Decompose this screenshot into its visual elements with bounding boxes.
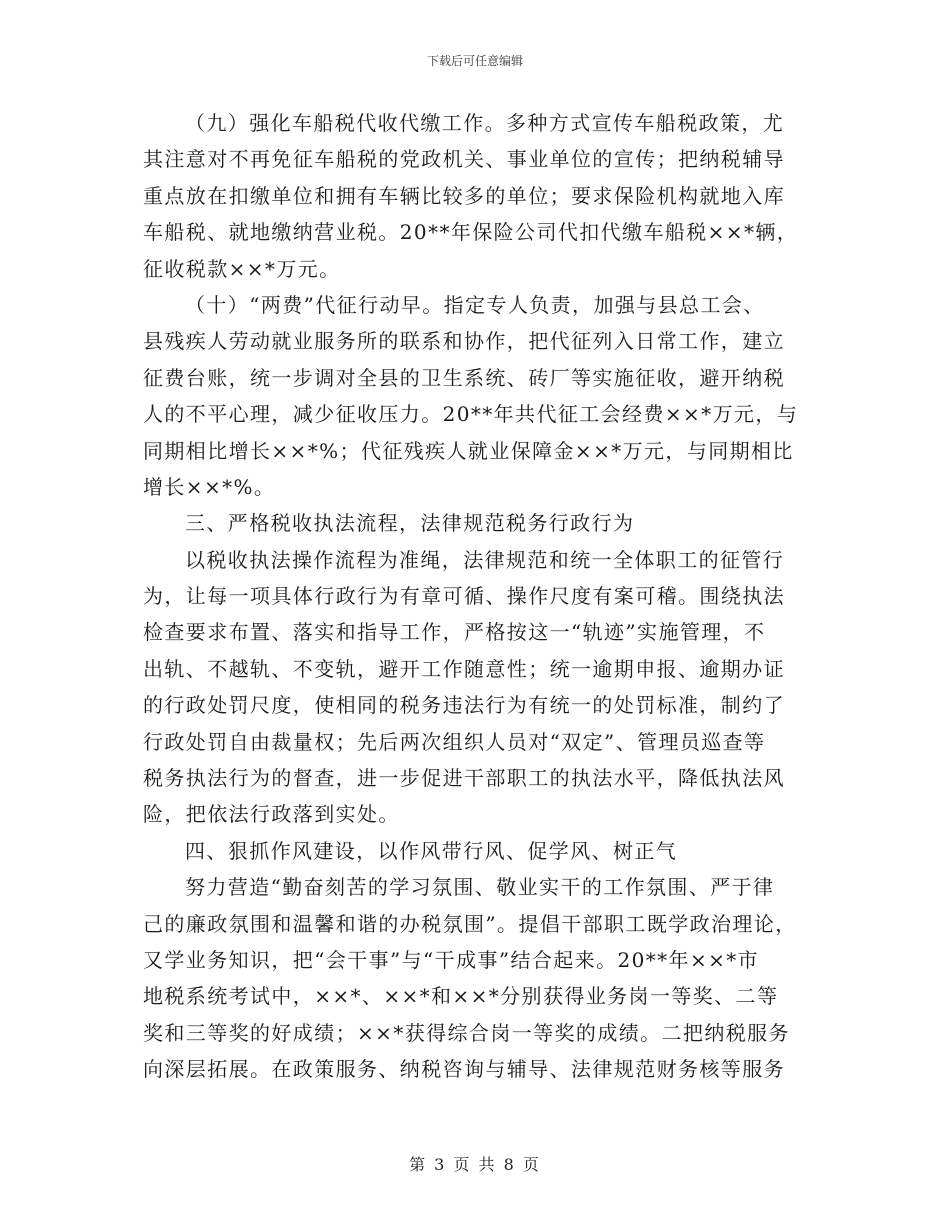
page-footer: 第 3 页 共 8 页 bbox=[409, 1155, 541, 1174]
text-line: 增长××*%。 bbox=[143, 474, 276, 499]
text-line: 三、严格税收执法流程，法律规范税务行政行为 bbox=[185, 511, 635, 536]
text-line: （九）强化车船税代收代缴工作。多种方式宣传车船税政策，尤 bbox=[185, 111, 785, 135]
text-line: 努力营造“勤奋刻苦的学习氛围、敬业实干的工作氛围、严于律 bbox=[185, 875, 775, 900]
text-line: 又学业务知识，把“会干事”与“干成事”结合起来。20**年××*市 bbox=[143, 947, 760, 972]
text-line: 征费台账，统一步调对全县的卫生系统、砖厂等实施征收，避开纳税 bbox=[143, 365, 785, 390]
text-line: 征收税款××*万元。 bbox=[143, 256, 341, 281]
text-line: 为，让每一项具体行政行为有章可循、操作尺度有案可稽。围绕执法 bbox=[143, 584, 785, 609]
text-line: 四、狠抓作风建设，以作风带行风、促学风、树正气 bbox=[185, 838, 678, 863]
text-line: 己的廉政氛围和温馨和谐的办税氛围”。提倡干部职工既学政治理论， bbox=[143, 911, 797, 936]
text-line: 的行政处罚尺度，使相同的税务违法行为有统一的处罚标准，制约了 bbox=[143, 693, 785, 718]
text-line: 重点放在扣缴单位和拥有车辆比较多的单位；要求保险机构就地入库 bbox=[143, 183, 785, 208]
text-line: 税务执法行为的督查，进一步促进干部职工的执法水平，降低执法风 bbox=[143, 766, 785, 791]
text-line: 检查要求布置、落实和指导工作，严格按这一“轨迹”实施管理，不 bbox=[143, 620, 766, 645]
text-line: 其注意对不再免征车船税的党政机关、事业单位的宣传；把纳税辅导 bbox=[143, 147, 785, 172]
page-header: 下载后可任意编辑 bbox=[426, 54, 523, 68]
text-line: 行政处罚自由裁量权；先后两次组织人员对“双定”、管理员巡查等 bbox=[143, 729, 766, 754]
text-line: 人的不平心理，减少征收压力。20**年共代征工会经费××*万元，与 bbox=[143, 402, 799, 427]
text-line: 车船税、就地缴纳营业税。20**年保险公司代扣代缴车船税××*辆， bbox=[143, 220, 799, 245]
text-line: 以税收执法操作流程为准绳，法律规范和统一全体职工的征管行 bbox=[185, 547, 785, 572]
text-line: 险，把依法行政落到实处。 bbox=[143, 802, 400, 827]
text-line: （十）“两费”代征行动早。指定专人负责，加强与县总工会、 bbox=[185, 292, 765, 317]
text-line: 同期相比增长××*%；代征残疾人就业保障金××*万元，与同期相比 bbox=[143, 438, 794, 463]
text-line: 出轨、不越轨、不变轨，避开工作随意性；统一逾期申报、逾期办证 bbox=[143, 656, 785, 681]
text-line: 县残疾人劳动就业服务所的联系和协作，把代征列入日常工作，建立 bbox=[143, 329, 785, 354]
text-line: 地税系统考试中，××*、××*和××*分别获得业务岗一等奖、二等 bbox=[143, 984, 779, 1009]
text-line: 奖和三等奖的好成绩；××*获得综合岗一等奖的成绩。二把纳税服务 bbox=[143, 1020, 790, 1045]
text-line: 向深层拓展。在政策服务、纳税咨询与辅导、法律规范财务核等服务 bbox=[143, 1057, 785, 1082]
document-body bbox=[143, 105, 808, 1088]
